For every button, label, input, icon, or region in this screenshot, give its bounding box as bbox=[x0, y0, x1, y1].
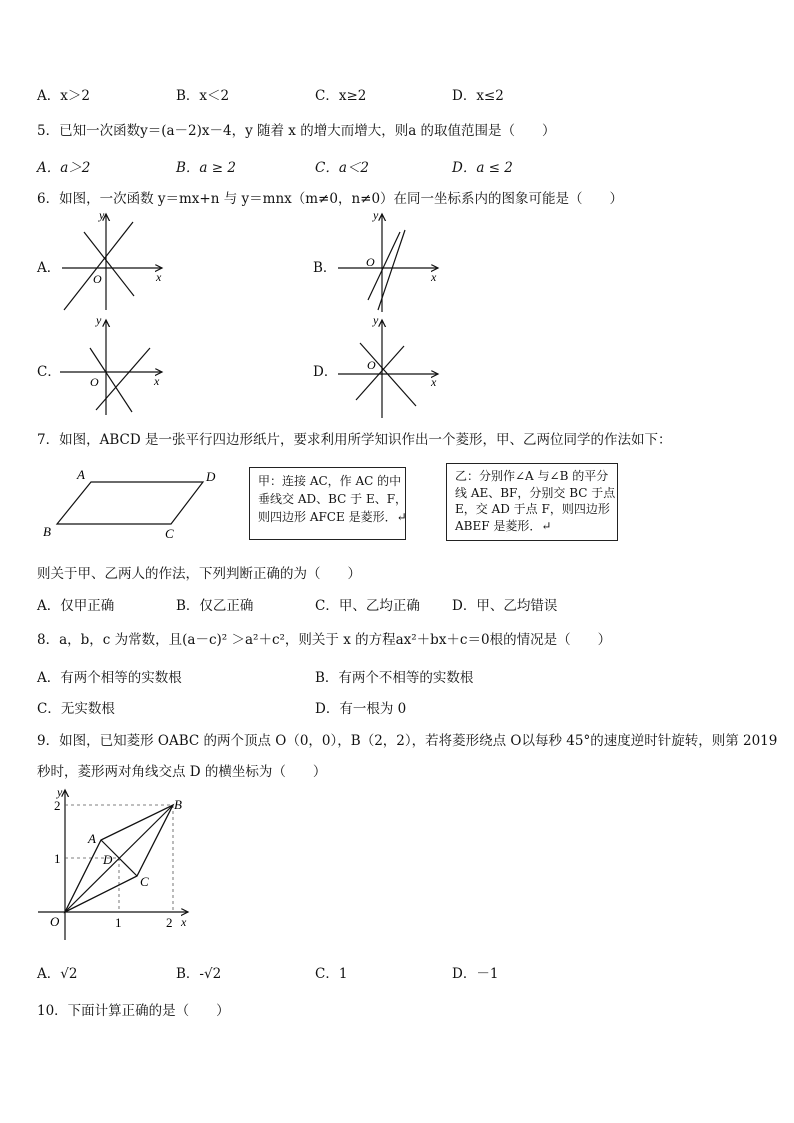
y-label: y bbox=[57, 785, 63, 799]
origin-label: O bbox=[93, 272, 102, 286]
y-label: y bbox=[96, 313, 102, 327]
q8-option-c: C．无实数根 bbox=[37, 701, 115, 717]
q5-option-a: A．a＞2 bbox=[37, 160, 91, 176]
q9-stem-line-2: 秒时，菱形两对角线交点 D 的横坐标为（ ） bbox=[37, 764, 327, 780]
origin-label: O bbox=[90, 375, 99, 389]
origin-label: O bbox=[367, 358, 376, 372]
q9-option-d: D．－1 bbox=[452, 966, 499, 982]
q5-option-d: D．a ≤ 2 bbox=[452, 160, 513, 176]
tick-x-1: 1 bbox=[115, 915, 122, 930]
q6-stem: 6．如图，一次函数 y＝mx+n 与 y＝mnx（m≠0，n≠0）在同一坐标系内的图象可能是（ ） bbox=[37, 191, 624, 207]
q4-option-a: A．x＞2 bbox=[37, 88, 90, 104]
q6-label-d: D． bbox=[313, 364, 338, 380]
q6-label-b: B． bbox=[313, 260, 337, 276]
tick-x-2: 2 bbox=[166, 915, 173, 930]
q8-option-b: B．有两个不相等的实数根 bbox=[315, 670, 474, 686]
tick-y-1: 1 bbox=[54, 851, 61, 866]
yi-line-1: 乙：分别作∠A 与∠B 的平分 bbox=[455, 469, 609, 483]
label-a: A bbox=[88, 831, 96, 846]
q7-option-d: D．甲、乙均错误 bbox=[452, 598, 558, 614]
q10-stem: 10．下面计算正确的是（ ） bbox=[37, 1003, 230, 1019]
q9-option-a: A．√2 bbox=[37, 966, 78, 982]
yi-line-2: 线 AE、BF，分别交 BC 于点 bbox=[455, 485, 616, 500]
label-o: O bbox=[50, 914, 60, 929]
x-label: x bbox=[431, 375, 437, 389]
q8-option-d: D．有一根为 0 bbox=[315, 701, 407, 717]
jia-line-2: 垂线交 AD、BC 于 E、F， bbox=[258, 492, 408, 506]
q7-question: 则关于甲、乙两人的作法，下列判断正确的为（ ） bbox=[37, 566, 361, 582]
q6-label-a: A． bbox=[37, 260, 61, 276]
origin-label: O bbox=[366, 255, 375, 269]
q7-stem: 7．如图，ABCD 是一张平行四边形纸片，要求利用所学知识作出一个菱形，甲、乙两位同学的作法如下： bbox=[37, 432, 672, 448]
y-label: y bbox=[373, 313, 379, 327]
x-label: x bbox=[431, 270, 437, 284]
q9-stem-line-1: 9．如图，已知菱形 OABC 的两个顶点 O（0，0），B（2，2），若将菱形绕点 O以每秒 45°的速度逆时针旋转，则第 2019 bbox=[37, 733, 778, 749]
q4-option-d: D．x≤2 bbox=[452, 88, 504, 104]
q9-option-b: B．-√2 bbox=[176, 966, 222, 982]
q5-option-c: C．a＜2 bbox=[315, 160, 369, 176]
vertex-b: B bbox=[43, 524, 51, 539]
vertex-a: A bbox=[77, 467, 85, 482]
y-label: y bbox=[99, 208, 105, 222]
q7-option-a: A．仅甲正确 bbox=[37, 598, 115, 614]
jia-line-3: 则四边形 AFCE 是菱形．↵ bbox=[258, 510, 407, 524]
label-c: C bbox=[140, 874, 149, 889]
q7-option-c: C．甲、乙均正确 bbox=[315, 598, 420, 614]
label-d: D bbox=[103, 852, 113, 867]
label-b: B bbox=[174, 797, 182, 812]
x-label: x bbox=[154, 374, 160, 388]
q9-option-c: C．1 bbox=[315, 966, 348, 982]
x-label: x bbox=[156, 270, 162, 284]
q4-option-b: B．x＜2 bbox=[176, 88, 230, 104]
q8-option-a: A．有两个相等的实数根 bbox=[37, 670, 182, 686]
q7-option-b: B．仅乙正确 bbox=[176, 598, 254, 614]
q5-option-b: B．a ≥ 2 bbox=[176, 160, 236, 176]
q5-stem: 5．已知一次函数y＝(a－2)x－4，y 随着 x 的增大而增大，则a 的取值范围是（ ） bbox=[37, 123, 556, 139]
vertex-d: D bbox=[206, 469, 216, 484]
y-label: y bbox=[373, 208, 379, 222]
jia-line-1: 甲：连接 AC，作 AC 的中 bbox=[258, 474, 402, 488]
yi-line-4: ABEF 是菱形．↵ bbox=[455, 518, 552, 533]
tick-y-2: 2 bbox=[54, 798, 61, 813]
yi-line-3: E，交 AD 于点 F，则四边形 bbox=[455, 502, 610, 516]
vertex-c: C bbox=[165, 526, 174, 541]
q6-label-c: C． bbox=[37, 364, 61, 380]
q4-option-c: C．x≥2 bbox=[315, 88, 367, 104]
q8-stem: 8．a，b，c 为常数，且(a－c)² ＞a²＋c²，则关于 x 的方程ax²＋bx＋c＝0根的情况是（ ） bbox=[37, 632, 612, 648]
x-label: x bbox=[181, 915, 187, 929]
